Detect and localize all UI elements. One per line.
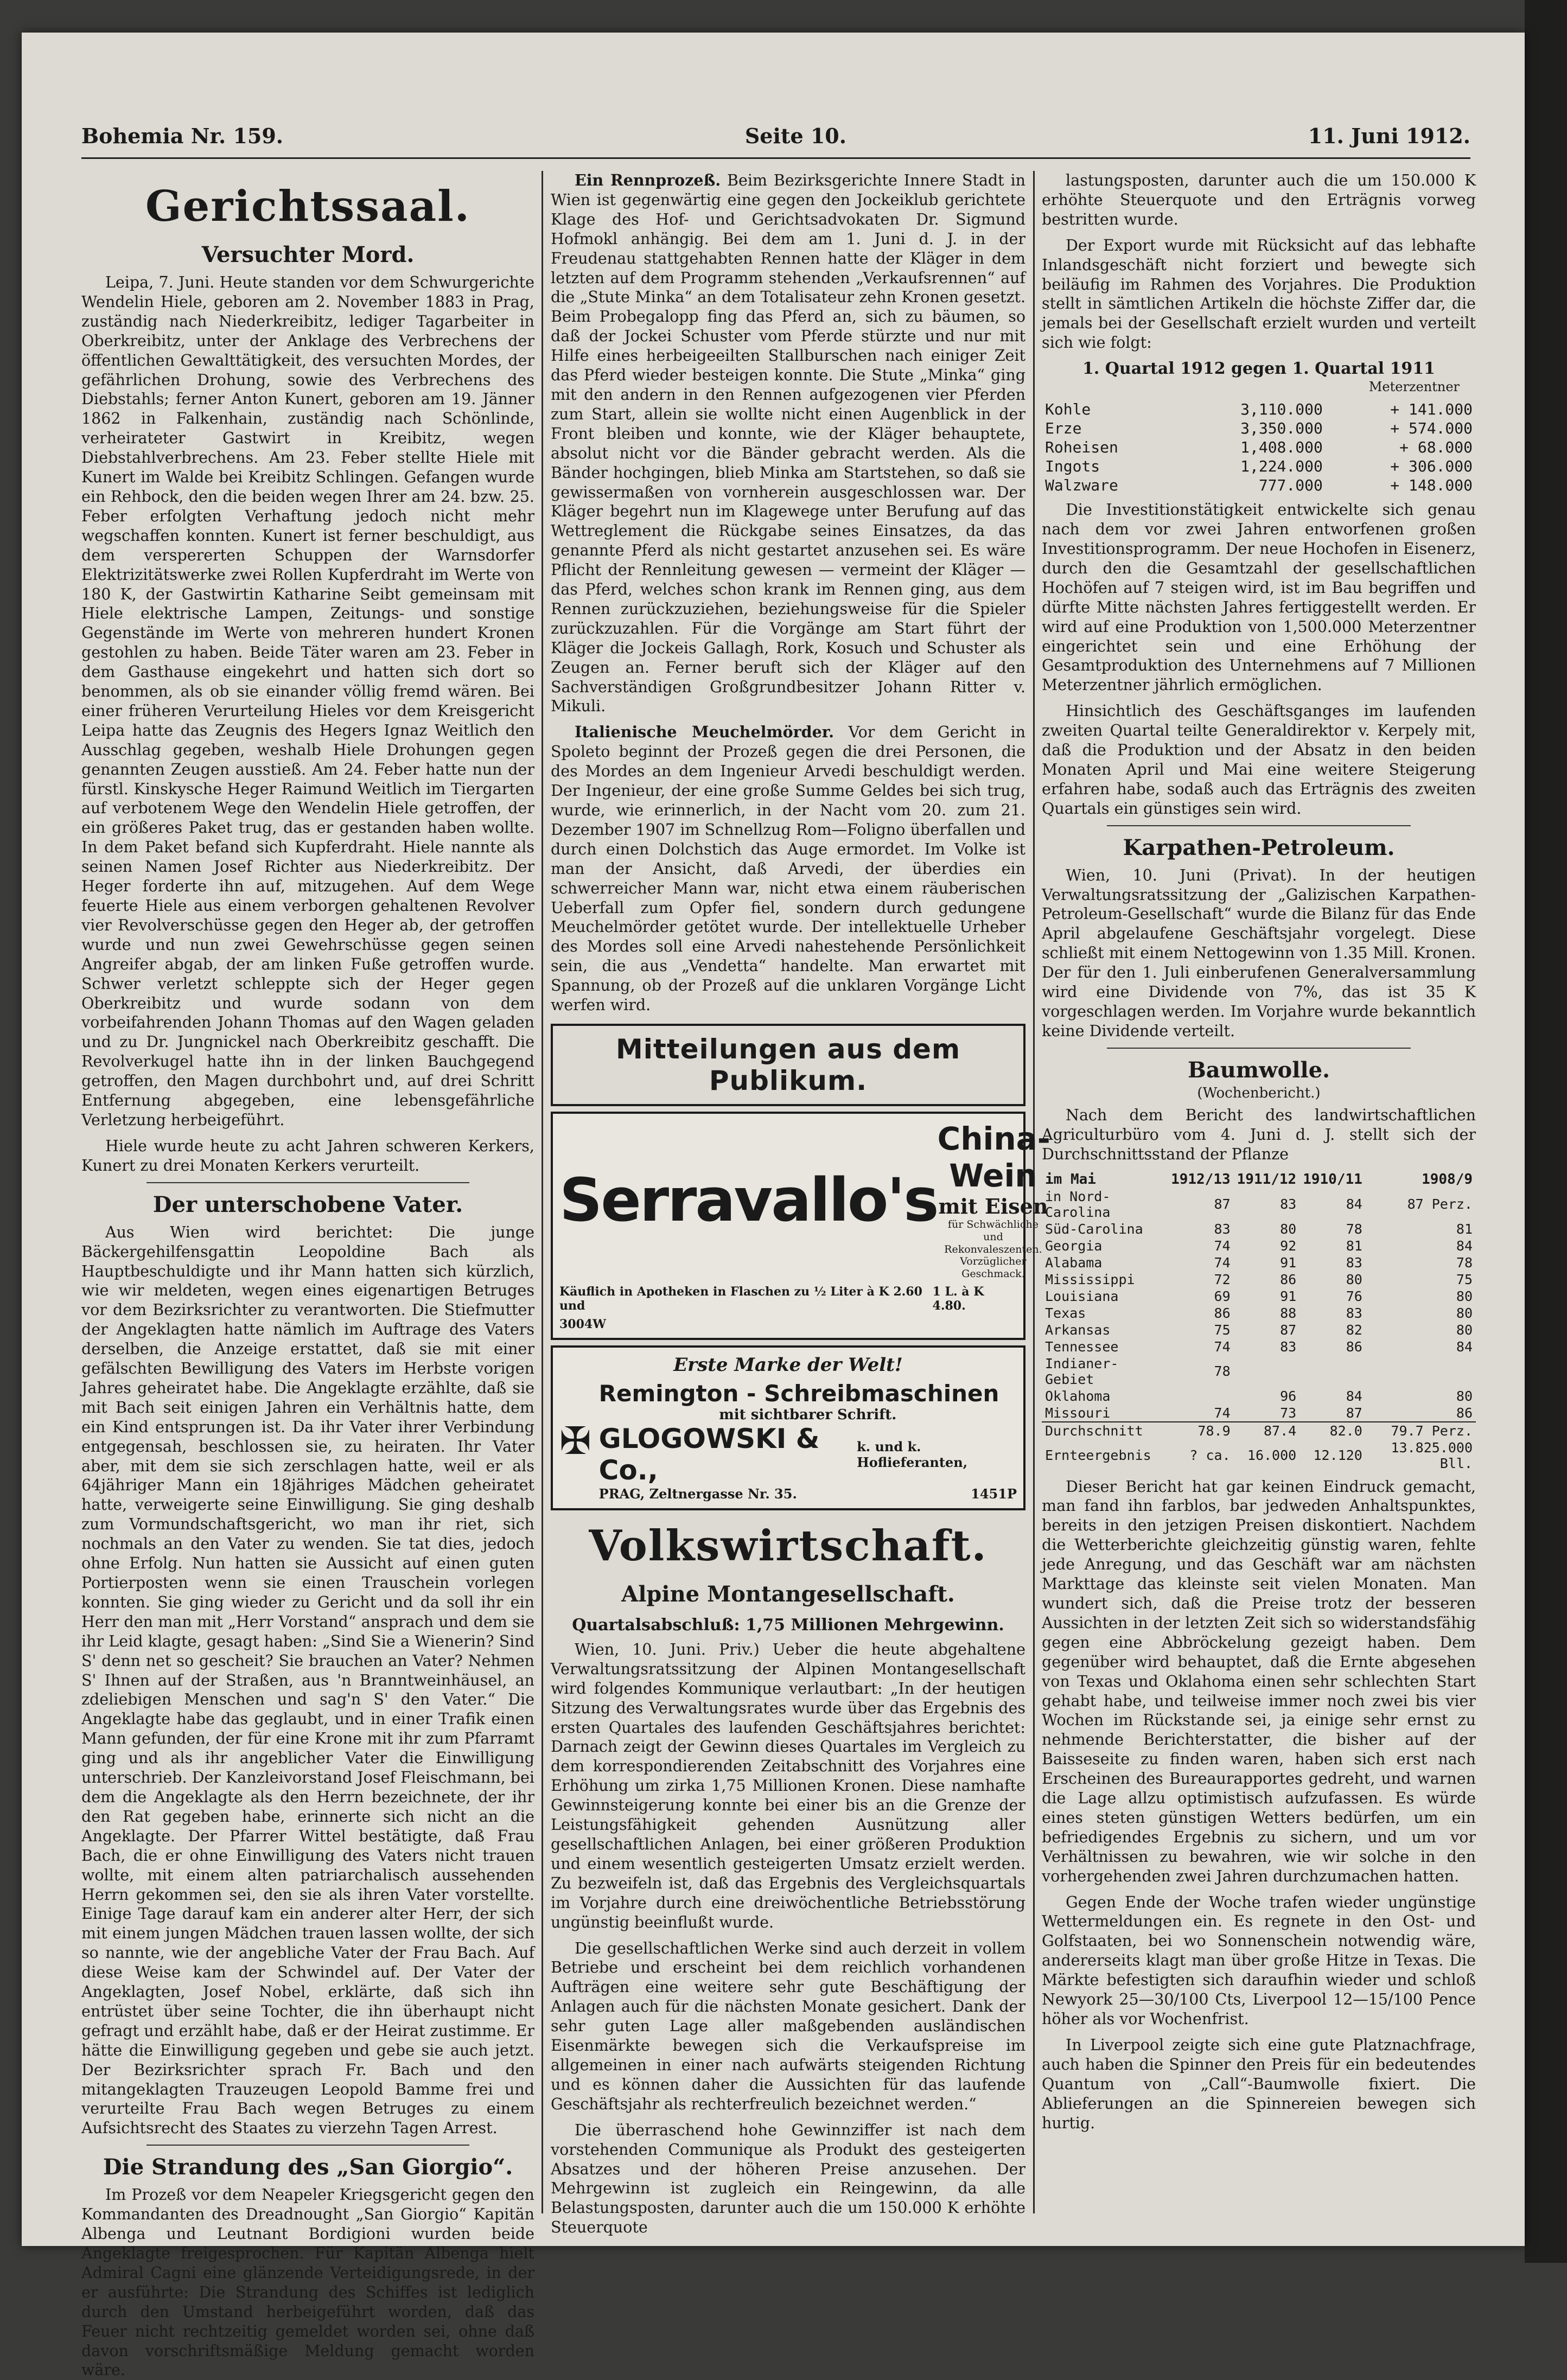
table-cell: 80 (1346, 1271, 1362, 1287)
table-cell: Walzware (1045, 476, 1118, 495)
table-cell: 84 (1456, 1338, 1473, 1355)
ad-code-row (559, 1317, 1017, 1331)
advertisement-section-header: Mitteilungen aus dem Publikum. (551, 1024, 1025, 1106)
table-cell: 84 (1346, 1388, 1362, 1404)
table-cell: Alabama (1045, 1254, 1103, 1271)
column-3 (1042, 171, 1476, 2213)
table-cell: 83 (1214, 1221, 1231, 1237)
ad-top: Erste Marke der Welt! (673, 1354, 903, 1376)
table-cell: 82.0 (1300, 1422, 1366, 1439)
table-cell: 72 (1214, 1271, 1231, 1287)
table-cell: 78 (1214, 1363, 1231, 1380)
article-paragraph: Aus Wien wird berichtet: Die junge Bäckergehilfensgattin Leopoldine Bach als Hauptbeschuldigte und ihr Mann hatten sich kürzlich, wie wir meldeten, wegen eines eigenartigen Betruges vor dem Bezirksrichter zu verantworten. Die Stiefmutter der Angeklagten hatte nämlich im Auftrage des Vaters derselben, die Anzeige erstattet, daß sie mit einer gefälschten Bewilligung des Vaters im Herbste vorigen Jahres geheiratet habe. Die Angeklagte erzählte, daß sie mit Bach seit einigen Jahren ein Verhältnis hatte, dem ein Kind entsprungen ist. Da ihr Vater ihrer Verbindung entgegensah, beschlossen sie, zu heiraten. Ihr Vater aber, mit dem sie sich zerschlagen hatte, weil er als 64jähriger Mann ein 18jähriges Mädchen geheiratet hatte, verweigerte seine Einwilligung. Sie ging deshalb zum Vormundschaftsgericht, wo man ihr riet, sich nochmals an den Vater zu wenden. Sie tat dies, jedoch ohne Erfolg. Nun hatten sie Aussicht auf einen guten Portierposten wenn sie einen Trauschein vorlegen konnten. Sie ging wieder zu Gericht und da soll ihr ein Herr den man mit „Herr Vorstand“ ansprach und dem sie ihr Leid klagte, gesagt haben: „Sind Sie a Wienerin? Sind S' denn net so gescheit? Sie brauchen an Vater? Nehmen S' Ihnen auf der Straßen, aus 'n Branntweinhäusel, an zdeliebigen Menschen und sag'n S' den Vater.“ Die Angeklagte habe das geglaubt, und in einer Trafik einen Mann gefunden, der für eine Krone mit ihr zum Pfarramt ging und als ihr angeblicher Vater die Einwilligung unterschrieb. Der Kanzleivorstand Josef Fleischmann, bei dem die Angeklagte als den Herrn bezeichnete, der ihr den Rat gegeben habe, erinnerte sich nicht an die Angeklagte. Der Pfarrer Wittel bestätigte, daß Frau Bach, die er ohne Einwilligung des Vaters nicht trauen wollte, mit einem alten patriarchalisch aussehenden Herrn gekommen sei, den sie als ihren Vater vorstellte. Einige Tage darauf kam ein anderer alter Herr, der sich mit einem jungen Mädchen trauen lassen wollte, der sich so nannte, wie der angebliche Vater der Frau Bach. Auf diese Weise kam der Schwindel auf. Der Vater der Angeklagten, Josef Nobel, erklärte, daß sich ihn entrüstet über seine Tochter, die ihn überhaupt nicht gefragt und erzählt habe, daß er der Heirat zustimme. Er hätte die Einwilligung gegeben und gebe sie auch jetzt. Der Bezirksrichter sprach Fr. Bach und den mitangeklagten Trauzeugen Leopold Bamme frei und verurteilte Frau Bach wegen Betruges zu einem Aufsichtsrecht des Staates zu vierzehn Tagen Arrest. (81, 1223, 534, 2137)
table-cell: 92 (1280, 1237, 1297, 1254)
table-cell: 81 (1346, 1237, 1362, 1254)
production-table-body (1042, 400, 1476, 495)
article-title: Baumwolle. (1187, 1057, 1330, 1083)
scanner-edge (1525, 0, 1567, 2263)
article-title: Die Strandung des „San Giorgio“. (103, 2154, 513, 2180)
article-paragraph: Dieser Bericht hat gar keinen Eindruck gemacht, man fand ihn farblos, bar jedweden Anhaltspunktes, bereits in den jetzigen Preisen diskontiert. Nachdem die Wetterberichte gleichzeitig günstig waren, fehlte jede Anregung, und das Geschäft war am nächsten Markttage das kleinste seit vielen Monaten. Man wundert sich, daß die Preise trotz der besseren Aussichten in der letzten Zeit sich so widerstandsfähig gegen eine Abbröckelung gezeigt haben. Dem gegenüber wird behauptet, daß die Ernte abgesehen von Texas und Oklahoma einen sehr schlechten Start gehabt habe, und teilweise immer noch zwei bis vier Wochen im Rückstande sei, ja einige sehr ernst zu nehmende Berichterstatter, die bisher auf der Baisseseite zu finden waren, haben sich erst nach Erscheinen des Bureaurapportes gedreht, und warnen die Lage allzu optimistisch aufzufassen. Es würde eines steten günstigen Wetters bedürfen, um ein befriedigendes Ergebnis zu sichern, und um vor Verhältnissen zu bewahren, wie wir solche in den vorhergehenden zwei Jahren durchzumachen hatten. (1042, 1477, 1476, 1885)
table-cell: 82 (1346, 1322, 1362, 1338)
article-text: Vor dem Gericht in Spoleto beginnt der Prozeß gegen die drei Personen, die des Mordes an dem Ingenieur Arvedi beschuldigt werden. Der Ingenieur, der eine große Summe Geldes bei sich trug, wurde, wie erinnerlich, in der Nacht vom 20. zum 21. Dezember 1907 im Schnellzug Rom—Foligno überfallen und durch einen Dolchstich das Auge ermordet. Im Volke ist man der Ansicht, daß Arvedi, der überdies ein schwerreicher Mann war, nicht etwa einem räuberischen Ueberfall zum Opfer fiel, sondern durch gedungene Meuchelmörder getötet wurde. Der intellektuelle Urheber des Mordes soll eine Arvedi nahestehende Persönlichkeit sein, die aus „Vendetta“ handelte. Man erwartet mit Spannung, ob der Prozeß auf die unklaren Vorgänge Licht werfen wird. (551, 723, 1025, 1014)
table-cell: 83 (1346, 1254, 1362, 1271)
table-cell: 87 Perz. (1407, 1196, 1473, 1213)
table-cell: 80 (1456, 1322, 1473, 1338)
ad-code: 3004W (559, 1317, 606, 1331)
article-paragraph: Leipa, 7. Juni. Heute standen vor dem Schwurgerichte Wendelin Hiele, geboren am 2. November 1883 in Prag, zuständig nach Niederkreibitz, lediger Tagarbeiter in Oberkreibitz, unter der Anklage des Verbrechens der öffentlichen Gewalttätigkeit, des versuchten Mordes, der gefährlichen Drohung, sowie des Verbrechens des Diebstahls; ferner Anton Kunert, geboren am 19. Jänner 1862 in Falkenhain, zuständig nach Schönlinde, verheirateter Gastwirt in Kreibitz, wegen Diebstahlverbrechens. Am 23. Feber stellte Hiele mit Kunert im Walde bei Kreibitz Schlingen. Gefangen wurde ein Rehbock, den die beiden wegen Ihrer am 24. bzw. 25. Feber erfolgten Verhaftung jedoch nicht mehr wegschaffen konnten. Kunert ist ferner beschuldigt, aus dem verspererten Schuppen der Warnsdorfer Elektrizitätswerke zwei Rollen Kupferdraht im Werte von 180 K, der Gastwirtin Katharine Seibt gemeinsam mit Hiele elektrische Lampen, Zeitungs- und sonstige Gegenstände im Werte von mehreren hundert Kronen gestohlen zu haben. Beide Täter waren am 23. Feber in dem Gasthause eingekehrt und hatten sich dort so benommen, als ob sie einander völlig fremd wären. Bei einer früheren Verurteilung Hieles vor dem Kreisgericht Leipa hatte das Zeugnis des Hegers Ignaz Weitlich den Ausschlag gegeben, weshalb Hiele Drohungen gegen genannten Zeugen ausstieß. Am 24. Feber hatte nun der fürstl. Kinskysche Heger Raimund Weitlich im Tiergarten auf verbotenem Wege den Wendelin Hiele getroffen, der ein größeres Paket trug, das er gestanden haben wollte. In dem Paket befand sich Kupferdraht. Hiele nannte als seinen Namen Josef Richter aus Niederkreibitz. Der Heger forderte ihn auf, mitzugehen. Auf dem Wege feuerte Hiele aus einem verborgen gehaltenen Revolver vier Revolverschüsse gegen den Heger ab, der getroffen wurde und nun zwei Gewehrschüsse gegen seinen Angreifer abgab, der am linken Fuße getroffen wurde. Schwer verletzt schleppte sich der Heger gegen Oberkreibitz und wurde sodann von dem vorbeifahrenden Johann Thomas auf den Wagen geladen und zu Dr. Jungnickel nach Oberkreibitz geschafft. Die Revolverkugel hatte ihn in der linken Bauchgegend getroffen, den Magen durchbohrt und, auf drei Schritt Entfernung abgegeben, eine lebensgefährliche Verletzung herbeigeführt. (81, 273, 534, 1129)
table-cell (1234, 1355, 1300, 1388)
table-cell: Durchschnitt (1042, 1422, 1168, 1439)
article-title: Alpine Montangesellschaft. (621, 1581, 955, 1607)
table-cell: Mississippi (1045, 1271, 1135, 1287)
table-cell: 83 (1280, 1196, 1297, 1213)
table-cell: Arkansas (1045, 1322, 1111, 1338)
table-cell: Ingots (1045, 457, 1100, 476)
table-cell: 777.000 (1258, 476, 1323, 495)
header-date: 11. Juni 1912. (1308, 123, 1470, 148)
table-cell: 87.4 (1234, 1422, 1300, 1439)
table-row (1042, 1221, 1476, 1237)
table-cell: 87 (1280, 1322, 1297, 1338)
table-cell: 74 (1214, 1405, 1231, 1421)
table-row (1042, 1388, 1476, 1405)
table-cell: 88 (1280, 1305, 1297, 1321)
table-cell: 1,224.000 (1240, 457, 1323, 476)
divider (146, 2145, 469, 2146)
section-title-volkswirtschaft: Volkswirtschaft. (589, 1521, 988, 1571)
ad-company: GLOGOWSKI & Co., (598, 1422, 820, 1486)
table-cell: 96 (1280, 1388, 1297, 1404)
table-row-harvest (1042, 1439, 1476, 1472)
article-title: Versuchter Mord. (201, 242, 415, 267)
ad-sub: mit sichtbarer Schrift. (719, 1406, 897, 1423)
table-cell: Louisiana (1045, 1288, 1119, 1304)
table-row (1042, 438, 1476, 457)
table-cell: in Nord-Carolina (1045, 1188, 1111, 1220)
article-rennprozess (551, 171, 1025, 716)
table-row (1042, 400, 1476, 419)
table-cell: 83 (1280, 1338, 1297, 1355)
table-cell: 3,350.000 (1240, 419, 1323, 438)
article-paragraph: lastungsposten, darunter auch die um 150.000 K erhöhte Steuerquote und den Erträgnis vorweg bestritten wurde. (1042, 171, 1476, 228)
table-cell: 13.825.000 Bll. (1391, 1439, 1473, 1471)
ad-footer-left: Käuflich in Apotheken in Flaschen zu ½ Liter à K 2.60 und (559, 1284, 922, 1313)
table-cell: Texas (1045, 1305, 1086, 1321)
article-meuchelmoerder (551, 723, 1025, 1015)
table-cell: 78.9 (1168, 1422, 1234, 1439)
article-paragraph: Der Export wurde mit Rücksicht auf das lebhafte Inlandsgeschäft nicht forziert und bewegte sich beiläufig im Rahmen des Vorjahres. Die Produktion stellt in sämtlichen Artikeln die höchste Ziffer dar, die jemals bei der Gesellschaft erzielt wurden und verteilt sich wie folgt: (1042, 236, 1476, 352)
table-row (1042, 457, 1476, 476)
ad-footer-right: 1 L. à K 4.80. (932, 1284, 984, 1313)
article-subtitle: Quartalsabschluß: 1,75 Millionen Mehrgewinn. (572, 1615, 1004, 1635)
table-header-cell: 1910/11 (1303, 1171, 1362, 1188)
table-cell: 80 (1456, 1288, 1473, 1304)
ad-row (559, 1120, 1050, 1280)
table-cell: 75 (1214, 1322, 1231, 1338)
table-cell: Roheisen (1045, 438, 1118, 457)
table-cell: Erze (1045, 419, 1082, 438)
table-cell (1366, 1355, 1476, 1388)
table-cell (1300, 1355, 1366, 1388)
article-subtitle: (Wochenbericht.) (1197, 1084, 1321, 1101)
column-2 (551, 171, 1050, 2237)
table-cell: 91 (1280, 1254, 1297, 1271)
table-cell: 78 (1346, 1221, 1362, 1237)
article-paragraph: Gegen Ende der Woche trafen wieder ungünstige Wettermeldungen ein. Es regnete in den Ost- und Golfstaaten, bei wo Sonnenschein notwendig wäre, andererseits klagt man über große Hitze in Texas. Die Märkte befestigten sich daraufhin wieder und schloß Newyork 25—30/100 Cts, Liverpool 12—15/100 Pence höher als vor Wochenfrist. (1042, 1893, 1476, 2028)
table-row (1042, 1305, 1476, 1322)
article-paragraph: Hinsichtlich des Geschäftsganges im laufenden zweiten Quartal teilte Generaldirektor v. Kerpely mit, daß die Produktion und der Absatz in den beiden Monaten April und Mai eine weitere Steigerung erfahren habe, sodaß auch das Erträgnis des zweiten Quartals ein günstiges sein wird. (1042, 702, 1476, 818)
table-header-cell: 1908/9 (1422, 1171, 1473, 1188)
table-row (1042, 1288, 1476, 1305)
article-paragraph: Nach dem Bericht des landwirtschaftlichen Agriculturbüro vom 4. Juni d. J. stellt sich der Durchschnittsstand der Pflanze (1042, 1106, 1476, 1163)
ad-product-block (938, 1120, 1049, 1280)
ad-address-row (599, 1486, 1017, 1502)
section-title-gerichtssaal: Gerichtssaal. (145, 182, 470, 231)
table-cell: Missouri (1045, 1405, 1111, 1421)
table-cell: + 141.000 (1390, 400, 1473, 419)
table-cell: 74 (1214, 1237, 1231, 1254)
ad-product-sub: mit Eisen (938, 1194, 1048, 1218)
table-cell: 87 (1214, 1196, 1231, 1213)
article-unterschobene-vater (81, 1192, 534, 2139)
article-paragraph: Im Prozeß vor dem Neapeler Kriegsgericht gegen den Kommandanten des Dreadnought „San Giorgio“ Kapitän Albenga und Leutnant Bordigioni wurden beide Angeklagte freigesprochen. Für Kapitän Albenga hielt Admiral Cagni eine glänzende Verteidigungsrede, in der er ausführte: Die Strandung des Schiffes ist lediglich durch den Umstand herbeigeführt worden, daß das Feuer nicht rechtzeitig gemeldet worden sei, ohne daß davon vorschriftsmäßige Meldung gemacht worden wäre. (81, 2186, 534, 2379)
table-cell: 87 (1346, 1405, 1362, 1421)
article-versuchter-mord (81, 242, 534, 1176)
table-cell (1168, 1388, 1234, 1405)
table-row (1042, 1355, 1476, 1388)
table-row (1042, 1188, 1476, 1221)
article-text: Beim Bezirksgerichte Innere Stadt in Wien ist gegenwärtig eine gegen den Jockeiklub gerichtete Klage des Hof- und Gerichtsadvokaten Dr. Sigmund Hofmokl anhängig. Bei dem am 1. Juni d. J. in der Freudenau stattgehabten Rennen hatte der Kläger in dem letzten auf dem Programm stehenden „Verkaufsrennen“ auf die „Stute Minka“ an dem Totalisateur zehn Kronen gesetzt. Beim Probegalopp fing das Pferd an, sich zu bäumen, so daß der Jockei Schuster vom Pferde stürzte und nur mit Hilfe eines herbeigeeilten Stallburschen nach einiger Zeit das Pferd wieder besteigen konnte. Die Stute „Minka“ ging mit den andern in den Rennen aufgezogenen vier Pferden zum Start, allein sie wollte nicht einen Augenblick in der Front bleiben und konnte, wie der Kläger behauptete, absolut nicht vor die Bänder gebracht werden. Als die Bänder hochgingen, blieb Minka am Startstehen, so daß sie gewissermaßen von vornherein ausgeschlossen war. Der Kläger begehrt nun im Klagewege unter Berufung auf das Wettreglement die Rückgabe seines Einsatzes, da das genannte Pferd als nicht gestartet anzusehen sei. Es wäre Pflicht der Rennleitung gewesen — vermeint der Kläger — das Pferd, welches schon krank im Rennen ging, aus dem Rennen zurückzuziehen, beziehungsweise für die Spieler zurückzuzahlen. Für die Vorgänge am Start führt der Kläger die Jockeis Gallagh, Rork, Kosuch und Schuster als Zeugen an. Ferner beruft sich der Kläger auf den Sachverständigen Großgrundbesitzer Johann Ritter v. Mikuli. (551, 171, 1026, 716)
cotton-table (1042, 1171, 1476, 1472)
header-page-number: Seite 10. (744, 123, 846, 148)
ad-main: Remington - Schreibmaschinen (598, 1380, 999, 1407)
table-row (1042, 1338, 1476, 1355)
table-cell: 84 (1456, 1237, 1473, 1254)
table-cell: + 306.000 (1390, 457, 1473, 476)
article-san-giorgio (81, 2154, 534, 2380)
article-paragraph: Hiele wurde heute zu acht Jahren schweren Kerkers, Kunert zu drei Monaten Kerkers verurteilt. (81, 1137, 534, 1175)
table-cell: 80 (1280, 1221, 1297, 1237)
table-cell: Oklahoma (1045, 1388, 1111, 1404)
cotton-table-body (1042, 1188, 1476, 1472)
ad-body (559, 1380, 1017, 1502)
ad-brand: Serravallo's (559, 1165, 938, 1235)
table-cell: + 68.000 (1399, 438, 1473, 457)
table-cell: 74 (1214, 1254, 1231, 1271)
ad-remington (551, 1345, 1025, 1510)
table-cell: 86 (1214, 1305, 1231, 1321)
table-cell: 12.120 (1313, 1447, 1362, 1464)
table-cell: 1,408.000 (1240, 438, 1323, 457)
article-title: Karpathen-Petroleum. (1123, 834, 1395, 860)
article-paragraph: Wien, 10. Juni (Privat). In der heutigen Verwaltungsratssitzung der „Galizischen Karpathen-Petroleum-Gesellschaft“ wurde die Bilanz für das Ende April abgelaufene Geschäftsjahr vorgelegt. Diese schließt mit einem Nettogewinn von 1.35 Mill. Kronen. Der für den 1. Juli einberufenen Generalversammlung wird eine Dividende von 7%, das ist 35 K vorgeschlagen werden. Im Vorjahre wurde bekanntlich keine Dividende verteilt. (1042, 866, 1476, 1040)
ad-code: 1451P (971, 1485, 1017, 1502)
article-paragraph: Die gesellschaftlichen Werke sind auch derzeit in vollem Betriebe und erscheint bei dem reichlich vorhandenen Aufträgen eine weitere sehr gute Beschäftigung der Anlagen auch für die nächsten Monate gesichert. Dank der sehr guten Lage aller maßgebenden ausländischen Eisenmärkte bewegen sich die Verkaufspreise im allgemeinen in einer nach aufwärts steigenden Richtung und es können daher die Aussichten für das laufende Geschäftsjahr als rechterfreulich bezeichnet werden.“ (551, 1939, 1025, 2113)
ad-role: k. und k. Hoflieferanten, (857, 1438, 968, 1470)
table-row (1042, 1405, 1476, 1422)
table-cell: 3,110.000 (1240, 400, 1323, 419)
table-cell: Süd-Carolina (1045, 1221, 1143, 1237)
table-cell: 86 (1456, 1405, 1473, 1421)
cotton-table-head (1042, 1171, 1476, 1188)
article-paragraph: Die Investitionstätigkeit entwickelte sich genau nach dem vor zwei Jahren entworfenen großen Investitionsprogramm. Der neue Hochofen in Eisenerz, durch den die Gesamtzahl der gesellschaftlichen Hochöfen auf 7 steigen wird, ist im Bau begriffen und dürfte Mitte nächsten Jahres fertiggestellt werden. Er wird auf eine Produktion von 1,500.000 Meterzentner eingerichtet sein und eine Erhöhung der Gesamtproduktion des Unternehmens auf 7 Millionen Meterzentner jährlich ermöglichen. (1042, 501, 1476, 694)
table-cell: 86 (1280, 1271, 1297, 1287)
column-1 (81, 171, 534, 2379)
production-table (1042, 400, 1476, 495)
ad-text (599, 1380, 1017, 1502)
table-cell: 73 (1280, 1405, 1297, 1421)
ad-address: PRAG, Zeltnergasse Nr. 35. (598, 1485, 797, 1502)
divider (1107, 1048, 1411, 1049)
ad-tagline: für Schwächliche und Rekonvaleszenten. (944, 1218, 1042, 1255)
table-cell: + 574.000 (1390, 419, 1473, 438)
table-row (1042, 1254, 1476, 1271)
ad-taste: Vorzüglicher Geschmack. (960, 1255, 1027, 1280)
table-cell: 91 (1280, 1288, 1297, 1304)
table-cell: 74 (1214, 1338, 1231, 1355)
column-rule-1 (542, 171, 543, 2213)
table-cell: Ernteergebnis (1045, 1447, 1151, 1464)
table-row (1042, 476, 1476, 495)
table-header-cell: 1911/12 (1237, 1171, 1297, 1188)
table-cell: 75 (1456, 1271, 1473, 1287)
table-row (1042, 419, 1476, 438)
table-cell: Georgia (1045, 1237, 1103, 1254)
article-paragraph: In Liverpool zeigte sich eine gute Platznachfrage, auch haben die Spinner den Preis für ein bedeutendes Quantum von „Call“-Baumwolle fixiert. Die Ablieferungen an die Spinnereien bewegen sich hurtig. (1042, 2036, 1476, 2132)
page-header (81, 114, 1470, 159)
table-cell: 83 (1346, 1305, 1362, 1321)
ad-product: China-Wein (937, 1120, 1050, 1194)
table-row (1042, 1237, 1476, 1254)
ad-footer (559, 1285, 1017, 1313)
table-cell: Kohle (1045, 400, 1091, 419)
table-cell: + 148.000 (1390, 476, 1473, 495)
table-cell: 81 (1456, 1221, 1473, 1237)
table-cell: 69 (1214, 1288, 1231, 1304)
table-cell: 78 (1456, 1254, 1473, 1271)
article-paragraph: Die überraschend hohe Gewinnziffer ist nach dem vorstehenden Communique als Produkt des gesteigerten Absatzes und der höheren Preise anzusehen. Der Mehrgewinn ist zugleich ein Reingewinn, da alle Belastungsposten, darunter auch die um 150.000 K erhöhte Steuerquote (551, 2121, 1025, 2237)
production-table-unit: Meterzentner (1368, 379, 1460, 395)
eagle-icon: ✠ (559, 1418, 591, 1463)
table-cell: Tennessee (1045, 1338, 1119, 1355)
table-cell: ? ca. (1189, 1447, 1231, 1464)
table-cell: 76 (1346, 1288, 1362, 1304)
header-issue: Bohemia Nr. 159. (81, 123, 284, 148)
table-cell: Indianer-Gebiet (1045, 1355, 1119, 1387)
ad-china-wein (551, 1112, 1050, 1340)
table-row (1042, 1271, 1476, 1288)
production-table-title: 1. Quartal 1912 gegen 1. Quartal 1911 (1082, 359, 1435, 379)
table-header-cell: im Mai (1045, 1171, 1096, 1188)
table-cell: 80 (1456, 1388, 1473, 1404)
table-cell: 16.000 (1247, 1447, 1297, 1464)
article-title: Der unterschobene Vater. (152, 1191, 463, 1217)
table-row-sum (1042, 1422, 1476, 1439)
table-cell: 84 (1346, 1196, 1362, 1213)
article-lead: Ein Rennprozeß. (575, 171, 721, 189)
table-cell: 79.7 Perz. (1366, 1422, 1476, 1439)
table-cell: 80 (1456, 1305, 1473, 1321)
article-lead: Italienische Meuchelmörder. (575, 723, 835, 742)
article-paragraph: Wien, 10. Juni. Priv.) Ueber die heute abgehaltene Verwaltungsratssitzung der Alpinen Montangesellschaft wird folgendes Kommunique verlautbart: „In der heutigen Sitzung des Verwaltungsrates wurde über das Ergebnis des ersten Quartales des laufenden Geschäftsjahres berichtet: Darnach zeigt der Gewinn dieses Quartales im Vergleich zu dem korrespondierenden Zeitabschnitt des Vorjahres eine Erhöhung um zirka 1,75 Millionen Kronen. Diese namhafte Gewinnsteigerung konnte bei einer bis an die Grenze der Leistungsfähigkeit gehenden Ausnützung aller gesellschaftlichen Anlagen, bei einer größeren Produktion und einem wesentlich gesteigerten Umsatz erzielt werden. Zu bezweifeln ist, daß das Ergebnis des Vergleichsquartals im Vorjahre durch eine dreiwöchentliche Betriebsstörung ungünstig beeinflußt wurde. (551, 1640, 1025, 1931)
newspaper-page (22, 33, 1525, 2379)
divider (1107, 825, 1411, 826)
divider (146, 1182, 469, 1183)
table-header-cell: 1912/13 (1171, 1171, 1231, 1188)
table-cell: 86 (1346, 1338, 1362, 1355)
ad-company-row (599, 1423, 1017, 1486)
table-row (1042, 1322, 1476, 1338)
